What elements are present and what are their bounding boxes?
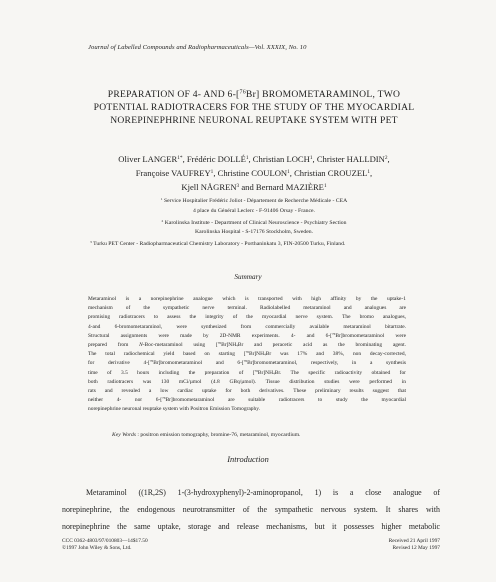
author-list: [60, 152, 448, 194]
affiliation-2: $^2$ Karolinska Institute - Department of Clinical Neuroscience - Psychiatry Section: [161, 218, 347, 226]
summary-line: 4-and 6-bromometaraminol, were synthesized from commercially available metaraminol bitartrate.: [88, 323, 406, 330]
title-line-3: NOREPINEPHRINE NEURONAL REUPTAKE SYSTEM WITH PET: [110, 115, 398, 126]
title-line-1: PREPARATION OF 4- AND 6-[$^{76}$Br] BROMOMETARAMINOL, TWO: [107, 89, 401, 100]
summary-line: Metaraminol is a norepinephrine analogue which is transported with high affinity by the uptake-1: [88, 296, 406, 302]
ccc-code: CCC 0362-4803/97/010803—14$17.50: [62, 538, 148, 544]
summary-line: promising radiotracers to assess the integrity of the myocardial nerve system. The bromo analogues,: [88, 314, 406, 321]
keywords: [112, 432, 300, 438]
body-line: Metaraminol ((1R,2S) 1-(3-hydroxyphenyl)-2-aminopropanol, 1) is a close analogue of: [86, 488, 440, 497]
footer-left: [62, 538, 148, 553]
summary-line: neither 4- nor 6-[$^{76}$Br]bromometaraminol are suitable radiotracers to study the myocardial: [88, 396, 407, 404]
summary-text: [88, 295, 406, 415]
keywords-label: Key Words: [112, 432, 136, 438]
summary-line: norepinephrine neuronal reuptake system with Positron Emission Tomography.: [88, 406, 260, 413]
authors-line-3: Kjell NÅGREN$^3$ and Bernard MAZIÈRE$^1$: [181, 182, 327, 192]
authors-line-2: Françoise VAUFREY$^1$, Christine COULON$^1$, Christian CROUZEL$^1$,: [135, 168, 373, 178]
summary-line: The total radiochemical yield based on starting $[^{76}Br]NH_4Br$ was 17% and 38%, non decay-corrected,: [88, 350, 407, 358]
footer-right: [389, 538, 440, 553]
summary-line: Structural assignments were made by 2D-NMR experiments. 4- and 6-[$^{76}$Br]bromometaraminol were: [88, 331, 406, 339]
body-line: norepinephrine the same uptake, storage and release mechanisms, but it possesses higher metabolic: [62, 522, 440, 532]
body-line: norepinephrine, the endogenous neurotransmitter of the sympathetic nervous system. It shares with: [62, 505, 440, 515]
authors-line-1: Oliver $LANGER^{1*}$, Frédéric DOLLÉ$^1$, Christian LOCH$^1$, Christer HALLDIN$^2$,: [118, 154, 390, 164]
paper-title: [60, 88, 448, 127]
introduction-text: [62, 484, 440, 536]
summary-line: rats and revealed a low cardiac uptake for both derivatives. These preliminary results suggest that: [88, 388, 406, 395]
affiliation-3: $^3$ Turku PET Center - Radiopharmaceutical Chemistry Laboratory - Porthaninkatu 3, FIN-20500 Turku, Finland.: [90, 240, 346, 248]
journal-header: Journal of Labelled Compounds and Radiopharmaceuticals—Vol. XXXIX, No. 10: [88, 44, 307, 51]
affiliation-1-address: 4 place du Général Leclerc - F-91406 Orsay - France.: [193, 207, 315, 214]
affiliations: [60, 197, 448, 250]
summary-line: for derivative 4-[$^{76}$Br]bromometaraminol and 6-[$^{76}$Br]bromometaraminol, respectively, in a synthesis: [88, 359, 406, 367]
copyright: ©1997 John Wiley & Sons, Ltd.: [62, 545, 132, 552]
summary-heading: Summary: [234, 273, 262, 281]
received-date: Received 21 April 1997: [388, 538, 440, 544]
revised-date: Revised 12 May 1997: [392, 545, 440, 552]
affiliation-1: $^1$ Service Hospitalier Frédéric Joliot - Département de Recherche Médicale - CEA: [160, 197, 348, 204]
summary-line: prepared from N-Boc-metaraminol using $[^{76}Br]NH_4Br$ and peracetic acid as the brominating agent.: [88, 341, 406, 349]
affiliation-2-address: Karolinska Hospital - S-17176 Stockholm, Sweden.: [194, 229, 313, 236]
introduction-heading: Introduction: [227, 455, 269, 464]
summary-line: both radiotracers was 130 mCi/µmol (4.8 GBq/µmol). Tissue distribution studies were performed in: [88, 378, 406, 385]
keywords-text: : positron emission tomography, bromine-76, metaraminol, myocardium.: [135, 432, 301, 438]
summary-line: time of 3.5 hours including the preparation of $[^{76}Br]NH_4Br$. The specific radioactivity obtained for: [88, 368, 406, 376]
summary-line: mechanism of the sympathetic nerve terminal. Radiolabelled metaraminol and analogues are: [88, 305, 406, 312]
title-line-2: POTENTIAL RADIOTRACERS FOR THE STUDY OF THE MYOCARDIAL: [93, 102, 415, 113]
